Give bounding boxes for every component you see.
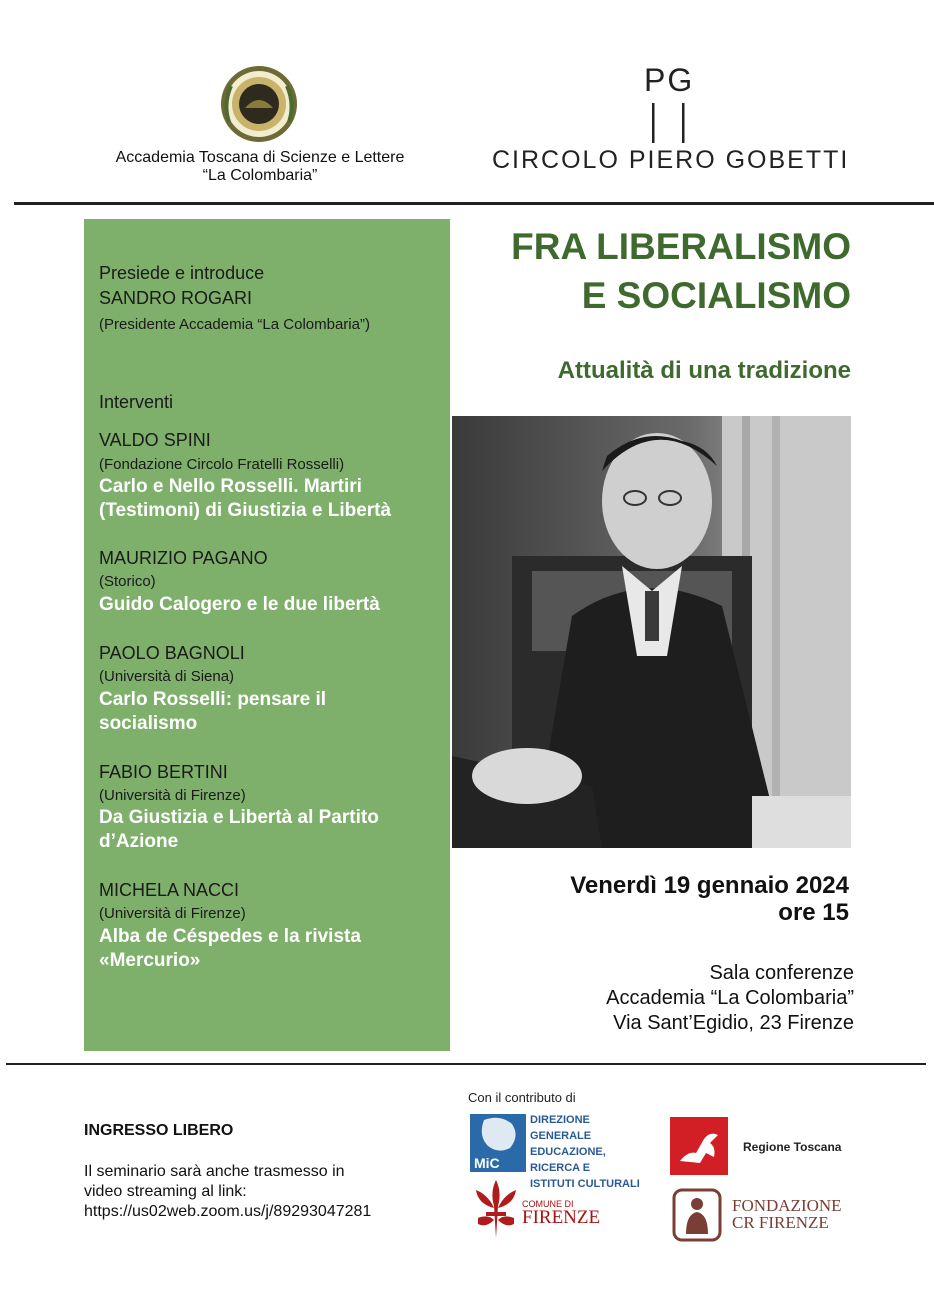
talk-title: Carlo Rosselli: pensare il (99, 689, 327, 710)
firenze-label: FIRENZE (522, 1207, 601, 1228)
chair-name: SANDRO ROGARI (99, 288, 253, 308)
speaker-name: PAOLO BAGNOLI (99, 643, 245, 663)
circolo-name: CIRCOLO PIERO GOBETTI (492, 146, 850, 174)
interventions-label: Interventi (99, 392, 174, 412)
talk-title: (Testimoni) di Giustizia e Libertà (99, 500, 392, 521)
talk-title: Da Giustizia e Libertà al Partito (99, 807, 379, 828)
fcr-line2: CR FIRENZE (732, 1213, 829, 1232)
venue-line2: Accademia “La Colombaria” (606, 987, 854, 1009)
free-entry-label: INGRESSO LIBERO (84, 1122, 234, 1139)
venue-line3: Via Sant’Egidio, 23 Firenze (613, 1012, 854, 1034)
academy-name (80, 149, 440, 185)
academy-line2: “La Colombaria” (202, 167, 318, 184)
event-date-text: Venerdì 19 gennaio 2024 (570, 872, 849, 899)
talk-title: Carlo e Nello Rosselli. Martiri (99, 476, 362, 497)
speaker-affiliation: (Università di Firenze) (99, 905, 246, 922)
talk-title: «Mercurio» (99, 950, 201, 971)
academy-line1: Accademia Toscana di Scienze e Lettere (115, 149, 405, 166)
mic-logo-icon (470, 1114, 526, 1172)
stream-link[interactable]: https://us02web.zoom.us/j/89293047281 (84, 1203, 372, 1220)
event-date (570, 872, 849, 926)
top-divider (14, 202, 934, 205)
speaker-name: MICHELA NACCI (99, 880, 240, 900)
chair-affiliation: (Presidente Accademia “La Colombaria”) (99, 316, 370, 333)
fcr-label (732, 1197, 842, 1231)
toscana-pegasus-icon (670, 1117, 728, 1175)
speaker-name: VALDO SPINI (99, 430, 211, 450)
talk-title: Alba de Céspedes e la rivista (99, 926, 361, 947)
title-line1: FRA LIBERALISMO (511, 226, 851, 267)
pg-letters: PG (644, 62, 695, 98)
portrait-photo (452, 416, 851, 848)
stream-line2: video streaming al link: (84, 1183, 247, 1200)
speaker-name: FABIO BERTINI (99, 762, 228, 782)
mic-line4: ISTITUTI CULTURALI (530, 1178, 640, 1190)
mic-mark: MiC (474, 1155, 500, 1171)
speaker-affiliation: (Storico) (99, 573, 156, 590)
speaker-affiliation: (Fondazione Circolo Fratelli Rosselli) (99, 456, 345, 473)
firenze-small-label: COMUNE DI (522, 1199, 574, 1209)
fcr-logo-icon (672, 1188, 722, 1242)
contribution-label: Con il contributo di (468, 1090, 576, 1105)
chair-role: Presiede e introduce (99, 263, 265, 283)
title-line2: E SOCIALISMO (581, 275, 851, 316)
talk-title: socialismo (99, 713, 198, 734)
event-time: ore 15 (778, 899, 849, 926)
pg-bars-icon (652, 103, 686, 143)
event-title (511, 222, 851, 320)
venue-line1: Sala conferenze (709, 962, 854, 984)
talk-title: Guido Calogero e le due libertà (99, 594, 380, 615)
mic-line2: EDUCAZIONE, (530, 1146, 606, 1158)
talk-title: d’Azione (99, 831, 179, 852)
mic-line1: DIREZIONE GENERALE (530, 1114, 592, 1142)
speaker-name: MAURIZIO PAGANO (99, 548, 268, 568)
speaker-affiliation: (Università di Firenze) (99, 787, 246, 804)
streaming-info (84, 1162, 404, 1222)
bottom-divider (6, 1063, 926, 1065)
speaker-affiliation: (Università di Siena) (99, 668, 235, 685)
mic-text (530, 1112, 650, 1192)
academy-seal-icon (219, 64, 299, 144)
fcr-line1: FONDAZIONE (732, 1196, 842, 1215)
event-venue (606, 961, 854, 1036)
stream-line1: Il seminario sarà anche trasmesso in (84, 1163, 345, 1180)
toscana-label: Regione Toscana (743, 1140, 842, 1154)
event-subtitle: Attualità di una tradizione (557, 357, 851, 384)
firenze-lily-icon (472, 1178, 520, 1240)
mic-line3: RICERCA E (530, 1162, 591, 1174)
